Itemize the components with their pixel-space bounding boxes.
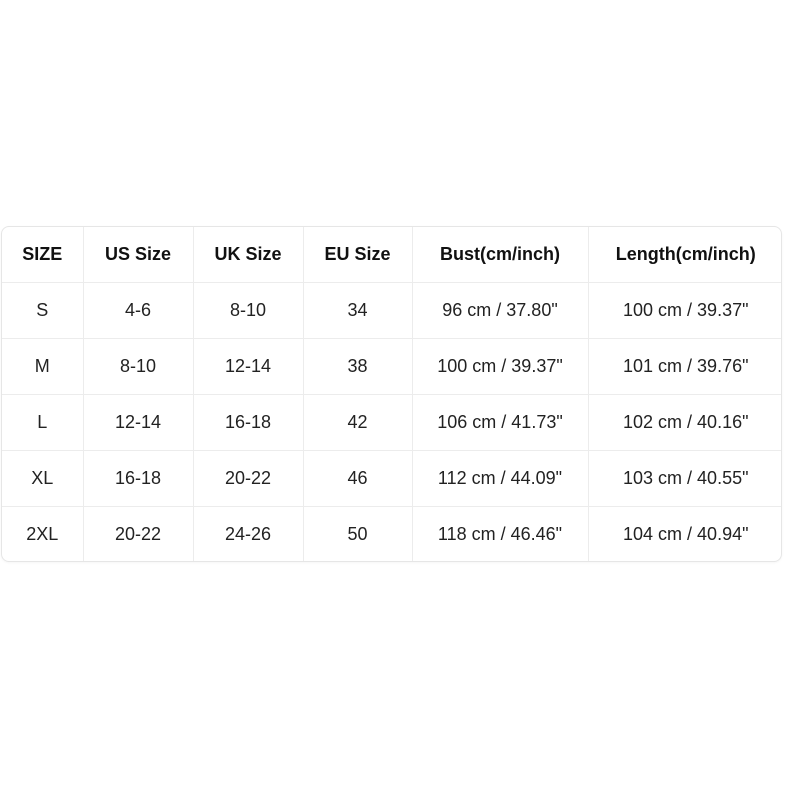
cell-bust: 96 cm / 37.80" [412, 283, 588, 339]
table-row [2, 451, 782, 507]
cell-bust: 106 cm / 41.73" [412, 395, 588, 451]
cell-bust: 100 cm / 39.37" [412, 339, 588, 395]
cell-us-size: 16-18 [83, 451, 193, 507]
cell-length: 103 cm / 40.55" [588, 451, 782, 507]
header-us-size: US Size [83, 227, 193, 283]
header-size: SIZE [2, 227, 83, 283]
cell-uk-size: 20-22 [193, 451, 303, 507]
table-header [2, 227, 782, 283]
header-length: Length(cm/inch) [588, 227, 782, 283]
cell-uk-size: 12-14 [193, 339, 303, 395]
cell-us-size: 20-22 [83, 507, 193, 563]
header-bust: Bust(cm/inch) [412, 227, 588, 283]
cell-length: 102 cm / 40.16" [588, 395, 782, 451]
cell-eu-size: 50 [303, 507, 412, 563]
cell-eu-size: 38 [303, 339, 412, 395]
cell-us-size: 8-10 [83, 339, 193, 395]
table-row [2, 283, 782, 339]
cell-eu-size: 42 [303, 395, 412, 451]
table-body [2, 283, 782, 563]
table-row [2, 339, 782, 395]
cell-uk-size: 16-18 [193, 395, 303, 451]
cell-size: L [2, 395, 83, 451]
table-row [2, 395, 782, 451]
cell-uk-size: 8-10 [193, 283, 303, 339]
table-row [2, 507, 782, 563]
cell-length: 100 cm / 39.37" [588, 283, 782, 339]
cell-eu-size: 34 [303, 283, 412, 339]
size-table [2, 227, 782, 562]
cell-us-size: 4-6 [83, 283, 193, 339]
cell-size: XL [2, 451, 83, 507]
header-uk-size: UK Size [193, 227, 303, 283]
cell-length: 104 cm / 40.94" [623, 524, 749, 544]
cell-bust: 112 cm / 44.09" [412, 451, 588, 507]
cell-length: 101 cm / 39.76" [588, 339, 782, 395]
cell-uk-size: 24-26 [193, 507, 303, 563]
cell-eu-size: 46 [303, 451, 412, 507]
cell-size: 2XL [2, 507, 83, 563]
header-row [2, 227, 782, 283]
header-eu-size: EU Size [303, 227, 412, 283]
cell-size: M [2, 339, 83, 395]
cell-us-size: 12-14 [83, 395, 193, 451]
cell-size: S [2, 283, 83, 339]
size-chart-table [1, 226, 782, 562]
cell-bust: 118 cm / 46.46" [412, 507, 588, 563]
